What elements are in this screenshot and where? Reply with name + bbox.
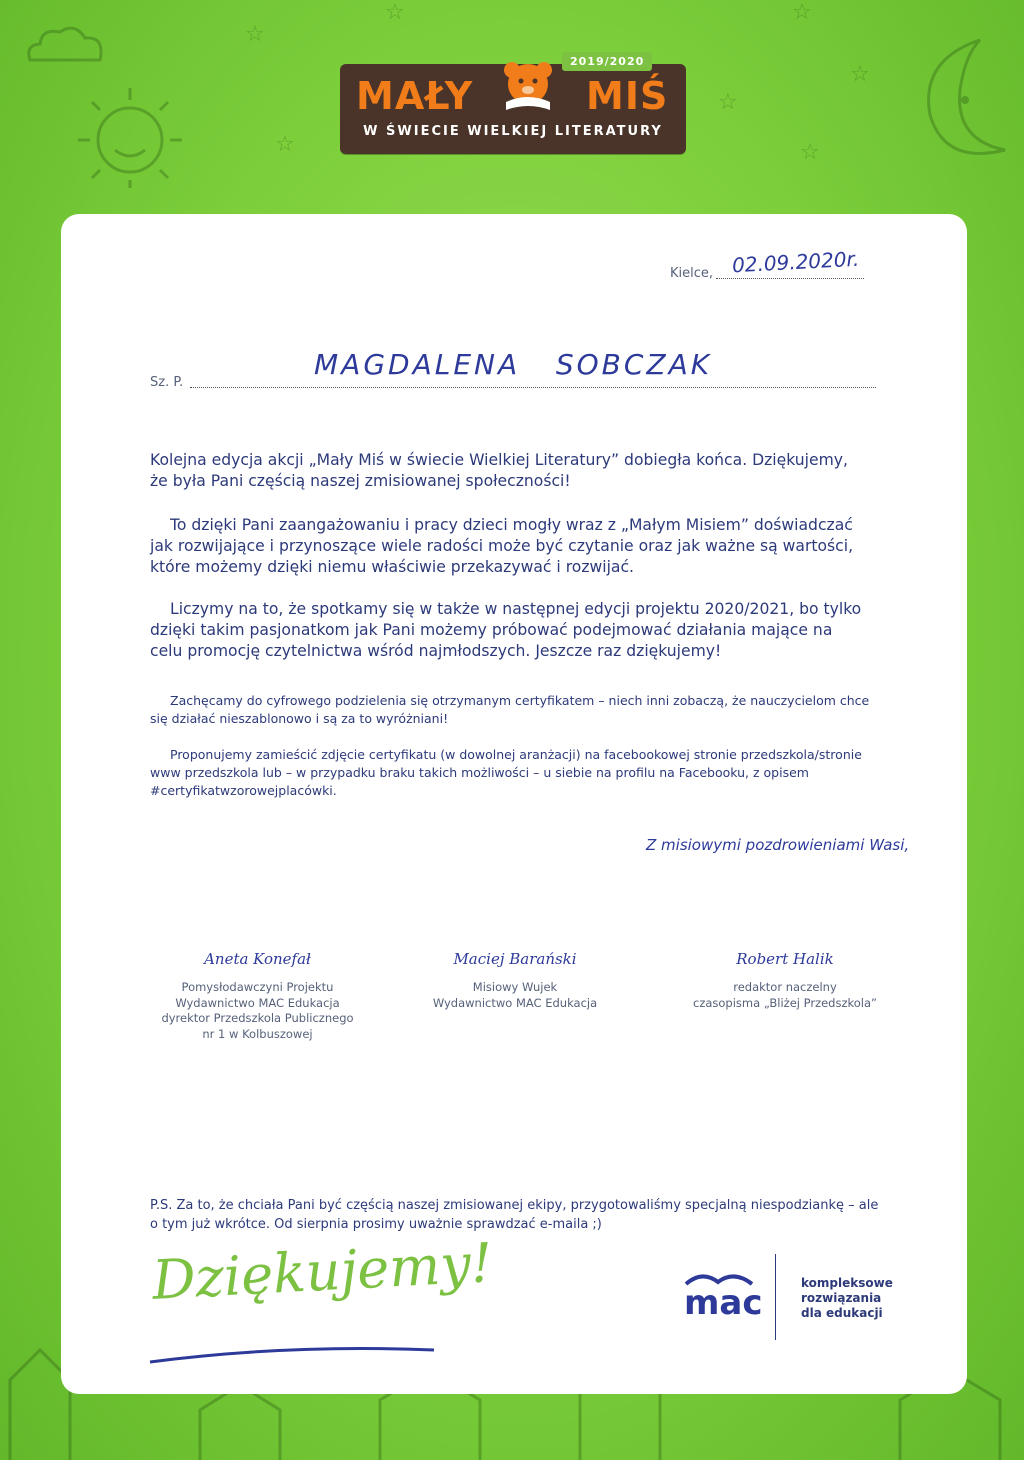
maly-mis-logo (340, 55, 686, 154)
bear-reading-icon (498, 56, 558, 116)
mac-divider (775, 1254, 776, 1340)
star-icon: ☆ (792, 0, 812, 25)
signature-role: redaktor naczelny czasopisma „Bliżej Przedszkola” (693, 980, 877, 1010)
recipient-dotted-line (190, 387, 876, 388)
sun-doodle (70, 80, 190, 190)
handwritten-thanks: Dziękujemy! (150, 1231, 495, 1312)
signature-name: Aneta Konefał (204, 950, 311, 968)
signature-robert-halik (680, 950, 890, 1011)
star-icon: ☆ (800, 140, 820, 165)
handwritten-recipient: MAGDALENA SOBCZAK (314, 348, 713, 381)
logo-year-badge: 2019/2020 (562, 52, 652, 71)
body-paragraph-1: Kolejna edycja akcji „Mały Miś w świecie Wielkiej Literatury” dobiegła końca. Dziękujemy, że była Pani częścią naszej zmisiowanej społeczności! (150, 451, 848, 490)
signature-role: Misiowy Wujek Wydawnictwo MAC Edukacja (432, 980, 598, 1010)
place-label: Kielce, (670, 266, 714, 281)
star-icon: ☆ (245, 22, 265, 47)
moon-doodle (910, 30, 1020, 170)
postscript: P.S. Za to, że chciała Pani być częścią naszej zmisiowanej ekipy, przygotowaliśmy specjalną niespodziankę – ale o tym już wkrótce. Od sierpnia prosimy uważnie sprawdzać e-maila ;) (150, 1198, 879, 1232)
logo-word-maly: MAŁY (356, 74, 474, 118)
star-icon: ☆ (718, 90, 738, 115)
star-icon: ☆ (385, 0, 405, 25)
thanks-underline (148, 1340, 438, 1366)
star-icon: ☆ (850, 62, 870, 87)
mac-logo-text: mac (684, 1283, 763, 1323)
signature-name: Robert Halik (736, 950, 834, 968)
salutation-label: Sz. P. (150, 375, 184, 390)
handwritten-date: 02.09.2020r. (731, 246, 860, 278)
body-paragraph-5: Proponujemy zamieścić zdjęcie certyfikatu (w dowolnej aranżacji) na facebookowej stronie przedszkola/stronie www przedszkola lub – w przypadku braku takich możliwości – u siebie na profilu na Facebooku, z opisem #certyfikatwzorowejplacówki. (150, 747, 862, 798)
body-paragraph-4: Zachęcamy do cyfrowego podzielenia się otrzymanym certyfikatem – niech inni zobaczą, że nauczycielom chce się działać nieszablonowo i są za to wyróżniani! (150, 693, 870, 726)
signature-maciej-baranski (410, 950, 620, 1011)
star-icon: ☆ (275, 132, 295, 157)
mac-tagline: kompleksowe rozwiązania dla edukacji (801, 1276, 893, 1320)
logo-word-mis: MIŚ (586, 74, 669, 118)
handwritten-closing: Z misiowymi pozdrowieniami Wasi, (646, 836, 910, 854)
signature-name: Maciej Barański (453, 950, 577, 968)
body-paragraph-3: Liczymy na to, że spotkamy się w także w następnej edycji projektu 2020/2021, bo tylko dzięki takim pasjonatkom jak Pani możemy próbować podejmować działania mające na celu promocję czytelnictwa wśród najmłodszych. Jeszcze raz dziękujemy! (150, 600, 862, 660)
body-paragraph-2: To dzięki Pani zaangażowaniu i pracy dzieci mogły wraz z „Małym Misiem” doświadczać jak rozwijające i przynoszące wiele radości może być czytanie oraz jak ważne są wartości, które możemy dzięki niemu właściwie przekazywać i rozwijać. (150, 516, 854, 576)
signature-aneta-konefal (150, 950, 365, 1042)
signature-role: Pomysłodawczyni Projektu Wydawnictwo MAC Edukacja dyrektor Przedszkola Publicznego nr 1 w Kolbuszowej (161, 980, 354, 1041)
date-dotted-line (716, 278, 864, 279)
cloud-doodle (20, 20, 110, 70)
logo-subtitle: W ŚWIECIE WIELKIEJ LITERATURY (363, 124, 663, 139)
